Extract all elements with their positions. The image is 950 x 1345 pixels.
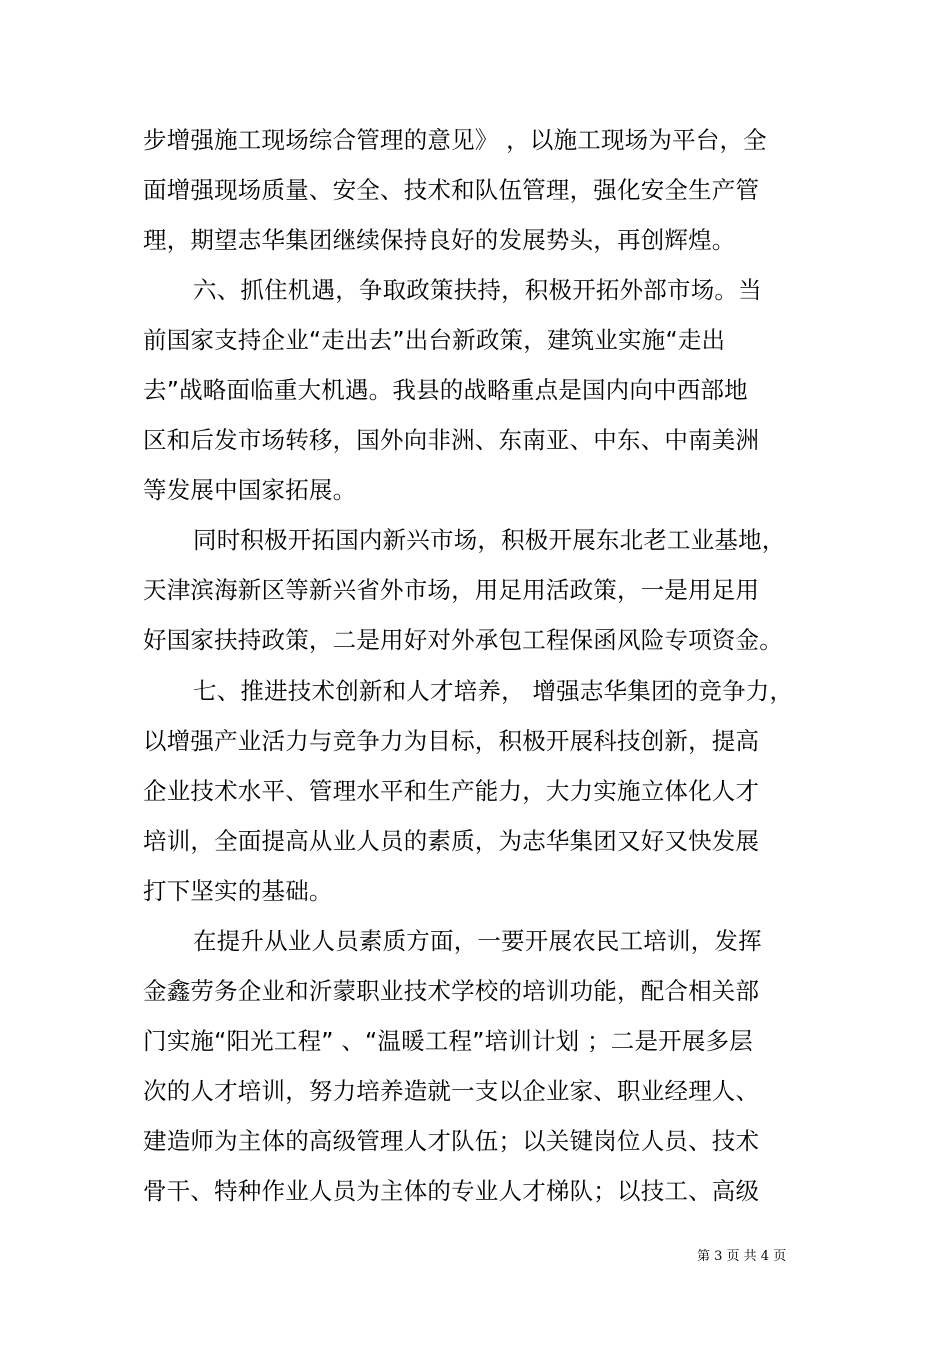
text-line: 骨干、特种作业人员为主体的专业人才梯队；以技工、高级 bbox=[143, 1177, 760, 1205]
paragraph-start-line: 在提升从业人员素质方面，一要开展农民工培训，发挥 bbox=[193, 927, 762, 955]
text-line: 次的人才培训，努力培养造就一支以企业家、职业经理人、 bbox=[143, 1077, 760, 1105]
text-line: 以增强产业活力与竞争力为目标，积极开展科技创新，提高 bbox=[143, 727, 760, 755]
text-line: 去”战略面临重大机遇。我县的战略重点是国内向中西部地 bbox=[143, 376, 748, 404]
paragraph-start-line: 同时积极开拓国内新兴市场，积极开展东北老工业基地， bbox=[193, 526, 786, 554]
text-line: 天津滨海新区等新兴省外市场，用足用活政策，一是用足用 bbox=[143, 576, 760, 604]
text-line: 理，期望志华集团继续保持良好的发展势头，再创辉煌。 bbox=[143, 226, 736, 254]
paragraph-start-line: 七、推进技术创新和人才培养， 增强志华集团的竞争力， bbox=[193, 677, 794, 705]
text-line: 好国家扶持政策，二是用好对外承包工程保函风险专项资金。 bbox=[143, 626, 783, 654]
text-line: 建造师为主体的高级管理人才队伍；以关键岗位人员、技术 bbox=[143, 1127, 760, 1155]
text-line: 打下坚实的基础。 bbox=[143, 877, 333, 905]
text-line: 区和后发市场转移，国外向非洲、东南亚、中东、中南美洲 bbox=[143, 426, 760, 454]
page-number-footer: 第 3 页 共 4 页 bbox=[697, 1249, 787, 1264]
text-line: 面增强现场质量、安全、技术和队伍管理，强化安全生产管 bbox=[143, 176, 760, 204]
text-line: 培训，全面提高从业人员的素质，为志华集团又好又快发展 bbox=[143, 827, 760, 855]
text-line: 等发展中国家拓展。 bbox=[143, 476, 357, 504]
text-line: 前国家支持企业“走出去”出台新政策，建筑业实施“走出 bbox=[143, 326, 726, 354]
paragraph-start-line: 六、抓住机遇，争取政策扶持，积极开拓外部市场。当 bbox=[193, 276, 762, 304]
text-line: 门实施“阳光工程” 、“温暖工程”培训计划 ；二是开展多层 bbox=[143, 1027, 753, 1055]
text-line: 金鑫劳务企业和沂蒙职业技术学校的培训功能，配合相关部 bbox=[143, 977, 760, 1005]
text-line: 企业技术水平、管理水平和生产能力，大力实施立体化人才 bbox=[143, 777, 760, 805]
text-line: 步增强施工现场综合管理的意见》 ，以施工现场为平台，全 bbox=[143, 126, 767, 154]
